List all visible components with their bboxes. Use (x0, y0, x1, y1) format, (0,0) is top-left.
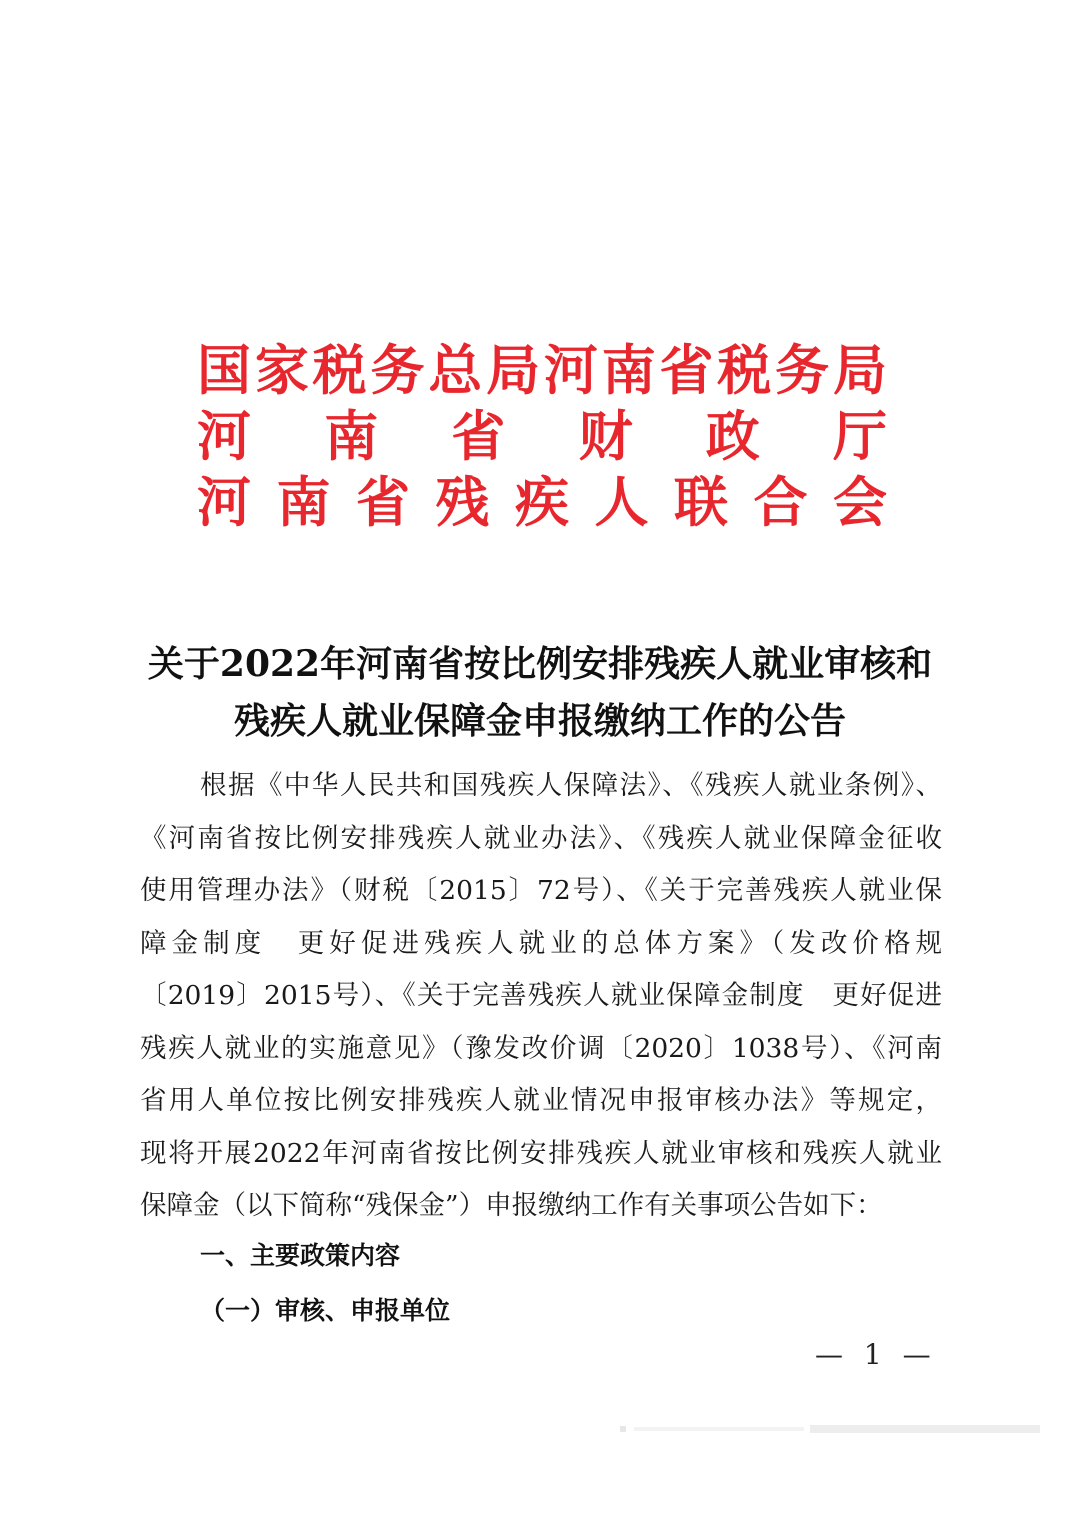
issuer-char: 财 (578, 404, 633, 468)
issuer-char: 河 (197, 404, 251, 468)
issuer-char: 南 (324, 404, 379, 468)
document-title-line-2: 残疾人就业保障金申报缴纳工作的公告 (233, 700, 846, 742)
issuer-char: 疾 (515, 470, 569, 534)
issuer-char: 国 (197, 338, 251, 402)
issuer-char: 残 (435, 470, 490, 534)
issuer-char: 省 (451, 404, 506, 468)
issuer-char: 务 (775, 338, 830, 402)
issuer-char: 人 (594, 470, 649, 534)
body-line: 保障金（以下简称“残保金”）申报缴纳工作有关事项公告如下： (140, 1190, 883, 1221)
body-line: 〔2019〕2015号）、《关于完善残疾人就业保障金制度 更好促进 (140, 980, 942, 1011)
body-line: 《河南省按比例安排残疾人就业办法》、《残疾人就业保障金征收 (140, 822, 942, 854)
body-line: 根据《中华人民共和国残疾人保障法》、《残疾人就业条例》、 (200, 770, 942, 801)
issuer-char: 家 (254, 338, 309, 402)
issuer-line-disabled-federation (197, 470, 887, 534)
issuer-char: 省 (356, 470, 410, 534)
issuer-char: 河 (543, 338, 598, 402)
issuer-line-tax-bureau (197, 338, 887, 402)
issuer-char: 省 (659, 338, 714, 402)
body-line: 残疾人就业的实施意见》（豫发改价调〔2020〕1038号）、《河南 (140, 1032, 942, 1064)
issuer-char: 厅 (832, 404, 887, 468)
issuer-char: 局 (832, 338, 887, 402)
body-line: 使用管理办法》（财税〔2015〕72号）、《关于完善残疾人就业保 (140, 875, 942, 906)
page-number: — 1 — (815, 1338, 937, 1371)
section-heading: 一、主要政策内容 (200, 1241, 401, 1270)
issuer-char: 南 (276, 470, 331, 534)
issuer-char: 南 (601, 338, 656, 402)
issuer-line-finance-dept (197, 404, 887, 468)
issuer-char: 会 (833, 470, 887, 534)
document-title-line-1: 关于2022年河南省按比例安排残疾人就业审核和 (147, 643, 933, 685)
issuer-char: 局 (486, 338, 541, 402)
body-line: 障金制度 更好促进残疾人就业的总体方案》（发改价格规 (140, 927, 942, 959)
body-line: 省用人单位按比例安排残疾人就业情况申报审核办法》等规定， (140, 1085, 942, 1116)
issuer-char: 政 (705, 404, 760, 468)
issuer-char: 河 (197, 470, 251, 534)
issuer-char: 务 (370, 338, 425, 402)
subsection-heading: （一）审核、申报单位 (200, 1296, 451, 1325)
issuer-char: 合 (753, 470, 808, 534)
issuer-char: 联 (674, 470, 728, 534)
faint-watermark-strip (620, 1420, 1050, 1438)
issuer-char: 总 (428, 338, 483, 402)
issuer-char: 税 (312, 338, 367, 402)
body-line: 现将开展2022年河南省按比例安排残疾人就业审核和残疾人就业 (140, 1137, 942, 1169)
issuer-char: 税 (717, 338, 772, 402)
